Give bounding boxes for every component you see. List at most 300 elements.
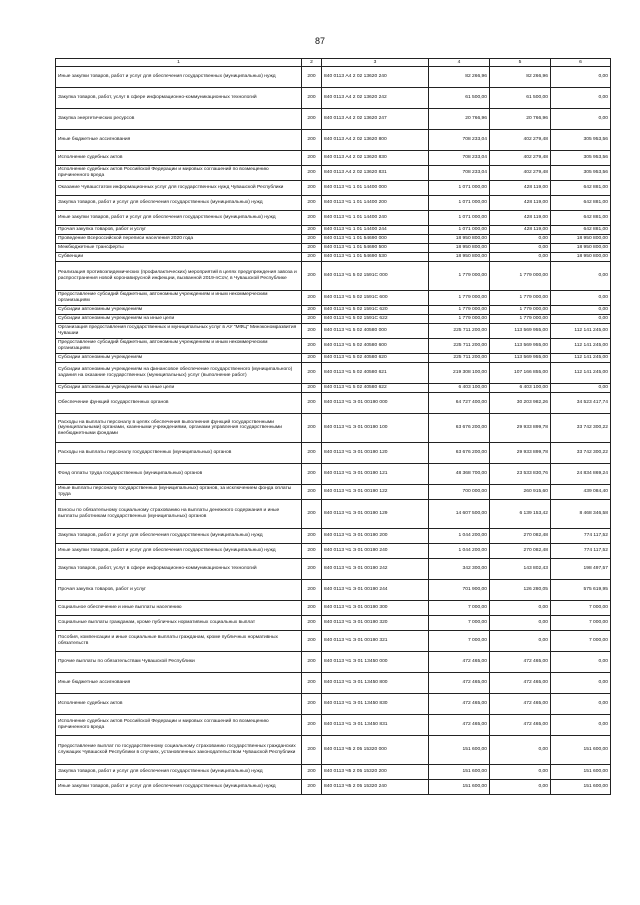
table-row [56,166,611,181]
row-amount-executed-cell: 61 500,00 [490,88,551,109]
column-header: 1 [56,59,302,67]
row-name-cell: Исполнение судебных актов Российской Федерации и мировых соглашений по возмещению причиненного вреда [56,715,302,736]
row-code-a-cell: 200 [302,544,322,559]
table-row [56,616,611,631]
row-name-cell: Субсидии автономным учреждениям [56,306,302,315]
row-amount-remaining-cell: 0,00 [551,262,611,291]
column-header: 3 [322,59,429,67]
row-budget-code-cell: 840 0113 Ч1 5 02 1591С 000 [322,262,429,291]
row-amount-executed-cell: 428 119,00 [490,181,551,196]
row-name-cell: Предоставление субсидий бюджетным, автономным учреждениям и иным некоммерческим организациям [56,339,302,354]
row-amount-planned-cell: 708 233,04 [429,130,490,151]
row-amount-executed-cell: 472 465,00 [490,673,551,694]
row-name-cell: Прочая закупка товаров, работ и услуг [56,580,302,601]
row-code-a-cell: 200 [302,181,322,196]
row-name-cell: Межбюджетные трансферты [56,244,302,253]
row-code-a-cell: 200 [302,67,322,88]
table-row [56,291,611,306]
row-name-cell: Закупка товаров, работ, услуг в сфере информационно-коммуникационных технологий [56,559,302,580]
row-budget-code-cell: 840 0113 А4 2 02 13620 242 [322,88,429,109]
row-amount-planned-cell: 1 044 200,00 [429,529,490,544]
row-name-cell: Исполнение судебных актов [56,151,302,166]
row-name-cell: Предоставление субсидий бюджетным, автономным учреждениям и иным некоммерческим организациям [56,291,302,306]
column-header: 5 [490,59,551,67]
row-code-a-cell: 200 [302,559,322,580]
row-amount-remaining-cell: 112 141 245,00 [551,363,611,384]
row-amount-planned-cell: 1 071 000,00 [429,226,490,235]
row-name-cell: Реализация противоэпидемических (профилактических) мероприятий в целях предупреждения завоза и распространения новой коронавирусной инфекции, вызванной 2019-nCoV, в Чувашской Республике [56,262,302,291]
row-code-a-cell: 200 [302,652,322,673]
row-amount-executed-cell: 0,00 [490,601,551,616]
column-header: 2 [302,59,322,67]
row-amount-remaining-cell: 198 497,57 [551,559,611,580]
row-amount-remaining-cell: 305 953,56 [551,130,611,151]
row-budget-code-cell: 840 0113 Ч1 Э 01 00190 244 [322,580,429,601]
row-budget-code-cell: 840 0113 Ч1 Э 01 13450 831 [322,715,429,736]
row-code-a-cell: 200 [302,291,322,306]
table-row [56,544,611,559]
row-budget-code-cell: 840 0113 Ч1 1 01 54690 500 [322,244,429,253]
column-header: 6 [551,59,611,67]
table-row [56,262,611,291]
row-amount-planned-cell: 708 233,04 [429,166,490,181]
row-name-cell: Иные закупки товаров, работ и услуг для обеспечения государственных (муниципальных) нужд [56,544,302,559]
table-row [56,559,611,580]
row-name-cell: Субвенции [56,253,302,262]
row-amount-planned-cell: 472 465,00 [429,715,490,736]
table-row [56,253,611,262]
row-amount-planned-cell: 6 403 100,00 [429,384,490,393]
row-code-a-cell: 200 [302,715,322,736]
row-amount-executed-cell: 107 166 855,00 [490,363,551,384]
row-name-cell: Закупка энергетических ресурсов [56,109,302,130]
row-amount-planned-cell: 1 071 000,00 [429,181,490,196]
row-code-a-cell: 200 [302,631,322,652]
row-amount-remaining-cell: 774 117,52 [551,529,611,544]
row-amount-executed-cell: 402 279,48 [490,166,551,181]
table-row [56,393,611,414]
row-amount-remaining-cell: 439 084,40 [551,485,611,500]
row-amount-executed-cell: 23 533 830,76 [490,464,551,485]
row-amount-executed-cell: 29 933 899,78 [490,443,551,464]
row-amount-executed-cell: 428 119,00 [490,211,551,226]
row-amount-executed-cell: 113 569 955,00 [490,354,551,363]
table-row [56,324,611,339]
row-amount-remaining-cell: 0,00 [551,109,611,130]
row-amount-executed-cell: 113 569 955,00 [490,324,551,339]
row-amount-executed-cell: 428 119,00 [490,196,551,211]
row-amount-planned-cell: 151 600,00 [429,736,490,765]
row-amount-planned-cell: 1 779 000,00 [429,262,490,291]
row-name-cell: Расходы на выплаты персоналу государственных (муниципальных) органов [56,443,302,464]
row-name-cell: Субсидии автономным учреждениям [56,354,302,363]
row-amount-executed-cell: 143 802,43 [490,559,551,580]
row-amount-executed-cell: 472 465,00 [490,715,551,736]
row-budget-code-cell: 840 0113 Ч1 1 01 14400 200 [322,196,429,211]
row-budget-code-cell: 840 0113 А4 2 02 13620 830 [322,151,429,166]
row-amount-remaining-cell: 151 600,00 [551,736,611,765]
row-budget-code-cell: 840 0113 Ч1 Э 01 00190 321 [322,631,429,652]
table-header-row [56,59,611,67]
row-amount-executed-cell: 1 779 000,00 [490,291,551,306]
row-amount-planned-cell: 1 071 000,00 [429,211,490,226]
row-budget-code-cell: 840 0113 Ч5 2 05 15320 240 [322,780,429,795]
row-amount-planned-cell: 82 266,96 [429,67,490,88]
row-code-a-cell: 200 [302,580,322,601]
row-amount-executed-cell: 29 933 899,78 [490,414,551,443]
table-row [56,339,611,354]
row-amount-remaining-cell: 305 953,56 [551,151,611,166]
row-budget-code-cell: 840 0113 Ч1 5 02 40580 600 [322,339,429,354]
row-budget-code-cell: 840 0113 Ч1 1 01 14400 244 [322,226,429,235]
row-budget-code-cell: 840 0113 А4 2 02 13620 240 [322,67,429,88]
row-amount-planned-cell: 18 950 800,00 [429,253,490,262]
table-row [56,130,611,151]
row-budget-code-cell: 840 0113 Ч1 Э 01 00190 000 [322,393,429,414]
row-code-a-cell: 200 [302,363,322,384]
table-row [56,673,611,694]
row-amount-planned-cell: 1 779 000,00 [429,291,490,306]
row-name-cell: Предоставление выплат по государственному социальному страхованию государственных гражданских служащих Чувашской Республики в случаях, установленных законодательством Чувашской Республики [56,736,302,765]
row-code-a-cell: 200 [302,339,322,354]
row-name-cell: Исполнение судебных актов [56,694,302,715]
row-amount-executed-cell: 402 279,48 [490,130,551,151]
row-name-cell: Пособия, компенсации и иные социальные выплаты гражданам, кроме публичных нормативных обязательств [56,631,302,652]
row-amount-remaining-cell: 24 834 869,24 [551,464,611,485]
row-code-a-cell: 200 [302,694,322,715]
row-code-a-cell: 200 [302,485,322,500]
table-row [56,181,611,196]
row-budget-code-cell: 840 0113 Ч1 Э 01 00190 129 [322,500,429,529]
row-code-a-cell: 200 [302,464,322,485]
row-code-a-cell: 200 [302,226,322,235]
row-amount-remaining-cell: 0,00 [551,673,611,694]
row-code-a-cell: 200 [302,151,322,166]
row-code-a-cell: 200 [302,765,322,780]
row-amount-remaining-cell: 18 950 800,00 [551,253,611,262]
row-budget-code-cell: 840 0113 Ч1 Э 01 00190 122 [322,485,429,500]
row-budget-code-cell: 840 0113 Ч1 1 01 14400 000 [322,181,429,196]
row-amount-planned-cell: 701 900,00 [429,580,490,601]
row-code-a-cell: 200 [302,235,322,244]
budget-table [55,58,611,795]
table-row [56,736,611,765]
row-amount-remaining-cell: 151 600,00 [551,765,611,780]
table-row [56,235,611,244]
row-amount-planned-cell: 700 000,00 [429,485,490,500]
row-amount-planned-cell: 18 950 800,00 [429,235,490,244]
row-amount-remaining-cell: 642 881,00 [551,181,611,196]
table-row [56,694,611,715]
row-amount-planned-cell: 225 711 200,00 [429,324,490,339]
row-budget-code-cell: 840 0113 Ч1 5 02 1591С 620 [322,306,429,315]
row-name-cell: Иные бюджетные ассигнования [56,673,302,694]
row-amount-executed-cell: 0,00 [490,780,551,795]
row-name-cell: Прочая закупка товаров, работ и услуг [56,226,302,235]
row-budget-code-cell: 840 0113 Ч1 5 02 1591С 622 [322,315,429,324]
table-row [56,151,611,166]
row-amount-remaining-cell: 33 742 300,22 [551,414,611,443]
row-code-a-cell: 200 [302,109,322,130]
row-budget-code-cell: 840 0113 Ч1 1 01 54690 530 [322,253,429,262]
row-amount-executed-cell: 0,00 [490,244,551,253]
table-row [56,67,611,88]
row-amount-remaining-cell: 642 881,00 [551,211,611,226]
row-amount-executed-cell: 260 915,60 [490,485,551,500]
row-budget-code-cell: 840 0113 Ч1 Э 01 13450 800 [322,673,429,694]
row-amount-planned-cell: 61 500,00 [429,88,490,109]
row-name-cell: Субсидии автономным учреждениям на иные цели [56,384,302,393]
row-budget-code-cell: 840 0113 Ч1 5 02 40580 621 [322,363,429,384]
row-budget-code-cell: 840 0113 А4 2 02 13620 800 [322,130,429,151]
row-amount-planned-cell: 48 368 700,00 [429,464,490,485]
table-row [56,443,611,464]
row-amount-remaining-cell: 18 950 800,00 [551,244,611,253]
row-name-cell: Иные закупки товаров, работ и услуг для обеспечения государственных (муниципальных) нужд [56,67,302,88]
row-amount-executed-cell: 126 280,05 [490,580,551,601]
row-name-cell: Социальные выплаты гражданам, кроме публичных нормативных социальных выплат [56,616,302,631]
row-amount-planned-cell: 63 676 200,00 [429,443,490,464]
row-budget-code-cell: 840 0113 Ч5 2 05 15320 200 [322,765,429,780]
row-budget-code-cell: 840 0113 Ч1 Э 01 00190 242 [322,559,429,580]
table-row [56,485,611,500]
row-amount-executed-cell: 6 139 153,42 [490,500,551,529]
row-amount-remaining-cell: 18 950 800,00 [551,235,611,244]
row-code-a-cell: 200 [302,196,322,211]
row-amount-planned-cell: 64 727 400,00 [429,393,490,414]
row-code-a-cell: 200 [302,262,322,291]
row-amount-executed-cell: 6 403 100,00 [490,384,551,393]
row-amount-remaining-cell: 0,00 [551,652,611,673]
row-budget-code-cell: 840 0113 А4 2 02 13620 831 [322,166,429,181]
row-code-a-cell: 200 [302,500,322,529]
row-code-a-cell: 200 [302,88,322,109]
table-row [56,363,611,384]
row-code-a-cell: 200 [302,529,322,544]
table-row [56,580,611,601]
row-amount-executed-cell: 270 082,48 [490,544,551,559]
row-amount-remaining-cell: 151 600,00 [551,780,611,795]
row-amount-remaining-cell: 33 742 300,22 [551,443,611,464]
row-amount-planned-cell: 63 676 200,00 [429,414,490,443]
row-budget-code-cell: 840 0113 Ч1 5 02 40580 622 [322,384,429,393]
row-amount-remaining-cell: 642 881,00 [551,196,611,211]
row-code-a-cell: 200 [302,306,322,315]
row-amount-executed-cell: 472 465,00 [490,652,551,673]
row-amount-planned-cell: 225 711 200,00 [429,339,490,354]
row-name-cell: Закупка товаров, работ и услуг для обеспечения государственных (муниципальных) нужд [56,765,302,780]
row-amount-planned-cell: 14 607 500,00 [429,500,490,529]
table-row [56,315,611,324]
row-amount-remaining-cell: 0,00 [551,715,611,736]
row-amount-planned-cell: 1 044 200,00 [429,544,490,559]
row-amount-planned-cell: 20 766,96 [429,109,490,130]
row-amount-executed-cell: 1 779 000,00 [490,306,551,315]
row-budget-code-cell: 840 0113 Ч1 Э 01 13450 000 [322,652,429,673]
row-budget-code-cell: 840 0113 Ч1 Э 01 13450 830 [322,694,429,715]
row-amount-planned-cell: 151 600,00 [429,765,490,780]
row-name-cell: Проведение Всероссийской переписи населения 2020 года [56,235,302,244]
row-amount-planned-cell: 219 308 100,00 [429,363,490,384]
table-row [56,631,611,652]
row-amount-remaining-cell: 0,00 [551,88,611,109]
row-amount-remaining-cell: 112 141 245,00 [551,354,611,363]
row-amount-planned-cell: 1 779 000,00 [429,306,490,315]
row-amount-remaining-cell: 575 619,95 [551,580,611,601]
row-budget-code-cell: 840 0113 Ч1 5 02 40580 000 [322,324,429,339]
table-row [56,88,611,109]
row-amount-executed-cell: 1 779 000,00 [490,315,551,324]
row-amount-executed-cell: 30 203 982,26 [490,393,551,414]
row-amount-planned-cell: 7 000,00 [429,601,490,616]
row-name-cell: Прочие выплаты по обязательствам Чувашской Республики [56,652,302,673]
row-amount-remaining-cell: 7 000,00 [551,631,611,652]
row-name-cell: Иные закупки товаров, работ и услуг для обеспечения государственных (муниципальных) нужд [56,780,302,795]
column-header: 4 [429,59,490,67]
row-amount-planned-cell: 1 779 000,00 [429,315,490,324]
row-budget-code-cell: 840 0113 Ч1 1 01 14400 240 [322,211,429,226]
table-row [56,211,611,226]
row-amount-remaining-cell: 0,00 [551,291,611,306]
table-row [56,464,611,485]
page-number: 87 [314,36,325,46]
row-name-cell: Социальное обеспечение и иные выплаты населению [56,601,302,616]
table-row [56,414,611,443]
row-amount-remaining-cell: 7 000,00 [551,601,611,616]
row-amount-executed-cell: 0,00 [490,616,551,631]
row-name-cell: Организация предоставления государственных и муниципальных услуг в АУ "МФЦ" Минэкономразвития Чувашии [56,324,302,339]
row-name-cell: Оказание Чувашстатом информационных услуг для государственных нужд Чувашской Республики [56,181,302,196]
table-row [56,500,611,529]
row-amount-remaining-cell: 305 953,56 [551,166,611,181]
row-budget-code-cell: 840 0113 Ч5 2 05 15320 000 [322,736,429,765]
row-amount-executed-cell: 0,00 [490,736,551,765]
row-amount-executed-cell: 1 779 000,00 [490,262,551,291]
row-name-cell: Взносы по обязательному социальному страхованию на выплаты денежного содержания и иные выплаты работникам государственных (муниципальных) органов [56,500,302,529]
row-code-a-cell: 200 [302,616,322,631]
row-amount-remaining-cell: 7 000,00 [551,616,611,631]
row-amount-planned-cell: 7 000,00 [429,616,490,631]
row-name-cell: Субсидии автономным учреждениям на иные цели [56,315,302,324]
table-row [56,354,611,363]
table-row [56,196,611,211]
table-row [56,780,611,795]
row-budget-code-cell: 840 0113 Ч1 Э 01 00190 120 [322,443,429,464]
row-code-a-cell: 200 [302,324,322,339]
row-amount-executed-cell: 0,00 [490,235,551,244]
row-name-cell: Закупка товаров, работ, услуг в сфере информационно-коммуникационных технологий [56,88,302,109]
table-row [56,244,611,253]
row-amount-executed-cell: 0,00 [490,765,551,780]
row-budget-code-cell: 840 0113 Ч1 1 01 54690 000 [322,235,429,244]
row-amount-planned-cell: 151 600,00 [429,780,490,795]
row-name-cell: Иные выплаты персоналу государственных (муниципальных) органов, за исключением фонда оплаты труда [56,485,302,500]
row-amount-remaining-cell: 0,00 [551,384,611,393]
row-budget-code-cell: 840 0113 Ч1 5 02 40580 620 [322,354,429,363]
row-name-cell: Обеспечение функций государственных органов [56,393,302,414]
row-amount-remaining-cell: 774 117,52 [551,544,611,559]
row-budget-code-cell: 840 0113 Ч1 Э 01 00190 100 [322,414,429,443]
row-amount-remaining-cell: 112 141 245,00 [551,339,611,354]
row-amount-remaining-cell: 112 141 245,00 [551,324,611,339]
row-amount-executed-cell: 428 119,00 [490,226,551,235]
row-amount-remaining-cell: 8 468 346,58 [551,500,611,529]
row-code-a-cell: 200 [302,673,322,694]
row-code-a-cell: 200 [302,414,322,443]
row-code-a-cell: 200 [302,443,322,464]
row-name-cell: Фонд оплаты труда государственных (муниципальных) органов [56,464,302,485]
row-amount-executed-cell: 472 465,00 [490,694,551,715]
row-amount-executed-cell: 0,00 [490,253,551,262]
row-amount-remaining-cell: 0,00 [551,306,611,315]
row-code-a-cell: 200 [302,315,322,324]
row-amount-planned-cell: 342 300,00 [429,559,490,580]
row-name-cell: Иные бюджетные ассигнования [56,130,302,151]
row-name-cell: Закупка товаров, работ и услуг для обеспечения государственных (муниципальных) нужд [56,196,302,211]
row-amount-planned-cell: 708 233,04 [429,151,490,166]
row-budget-code-cell: 840 0113 Ч1 Э 01 00190 240 [322,544,429,559]
row-amount-planned-cell: 472 465,00 [429,652,490,673]
table-row [56,715,611,736]
row-budget-code-cell: 840 0113 А4 2 02 13620 247 [322,109,429,130]
row-code-a-cell: 200 [302,211,322,226]
table-row [56,601,611,616]
row-name-cell: Расходы на выплаты персоналу в целях обеспечения выполнения функций государственными (муниципальными) органами, казенными учреждениями, органами управления государственными внебюджетными фондами [56,414,302,443]
row-name-cell: Исполнение судебных актов Российской Федерации и мировых соглашений по возмещению причиненного вреда [56,166,302,181]
table-row [56,652,611,673]
row-code-a-cell: 200 [302,736,322,765]
row-amount-executed-cell: 0,00 [490,631,551,652]
row-name-cell: Субсидии автономным учреждениям на финансовое обеспечение государственного (муниципального) задания на оказание государственных (муниципальных) услуг (выполнение работ) [56,363,302,384]
row-budget-code-cell: 840 0113 Ч1 Э 01 00190 300 [322,601,429,616]
row-amount-remaining-cell: 0,00 [551,67,611,88]
table-row [56,765,611,780]
row-budget-code-cell: 840 0113 Ч1 Э 01 00190 121 [322,464,429,485]
row-amount-planned-cell: 18 950 800,00 [429,244,490,253]
table-row [56,306,611,315]
table-row [56,384,611,393]
row-amount-planned-cell: 472 465,00 [429,673,490,694]
row-budget-code-cell: 840 0113 Ч1 Э 01 00190 320 [322,616,429,631]
table-row [56,226,611,235]
row-code-a-cell: 200 [302,166,322,181]
row-amount-remaining-cell: 642 881,00 [551,226,611,235]
row-code-a-cell: 200 [302,354,322,363]
row-code-a-cell: 200 [302,601,322,616]
row-code-a-cell: 200 [302,384,322,393]
row-code-a-cell: 200 [302,393,322,414]
row-amount-remaining-cell: 0,00 [551,694,611,715]
row-code-a-cell: 200 [302,244,322,253]
row-amount-remaining-cell: 34 523 417,74 [551,393,611,414]
table-row [56,109,611,130]
row-amount-planned-cell: 472 465,00 [429,694,490,715]
row-amount-planned-cell: 7 000,00 [429,631,490,652]
row-name-cell: Иные закупки товаров, работ и услуг для обеспечения государственных (муниципальных) нужд [56,211,302,226]
row-budget-code-cell: 840 0113 Ч1 5 02 1591С 600 [322,291,429,306]
row-amount-remaining-cell: 0,00 [551,315,611,324]
row-amount-executed-cell: 20 766,96 [490,109,551,130]
row-amount-executed-cell: 82 266,96 [490,67,551,88]
row-budget-code-cell: 840 0113 Ч1 Э 01 00190 200 [322,529,429,544]
row-code-a-cell: 200 [302,780,322,795]
row-amount-executed-cell: 270 082,48 [490,529,551,544]
row-amount-planned-cell: 1 071 000,00 [429,196,490,211]
row-code-a-cell: 200 [302,253,322,262]
table-row [56,529,611,544]
row-amount-executed-cell: 402 279,48 [490,151,551,166]
row-amount-executed-cell: 113 569 955,00 [490,339,551,354]
